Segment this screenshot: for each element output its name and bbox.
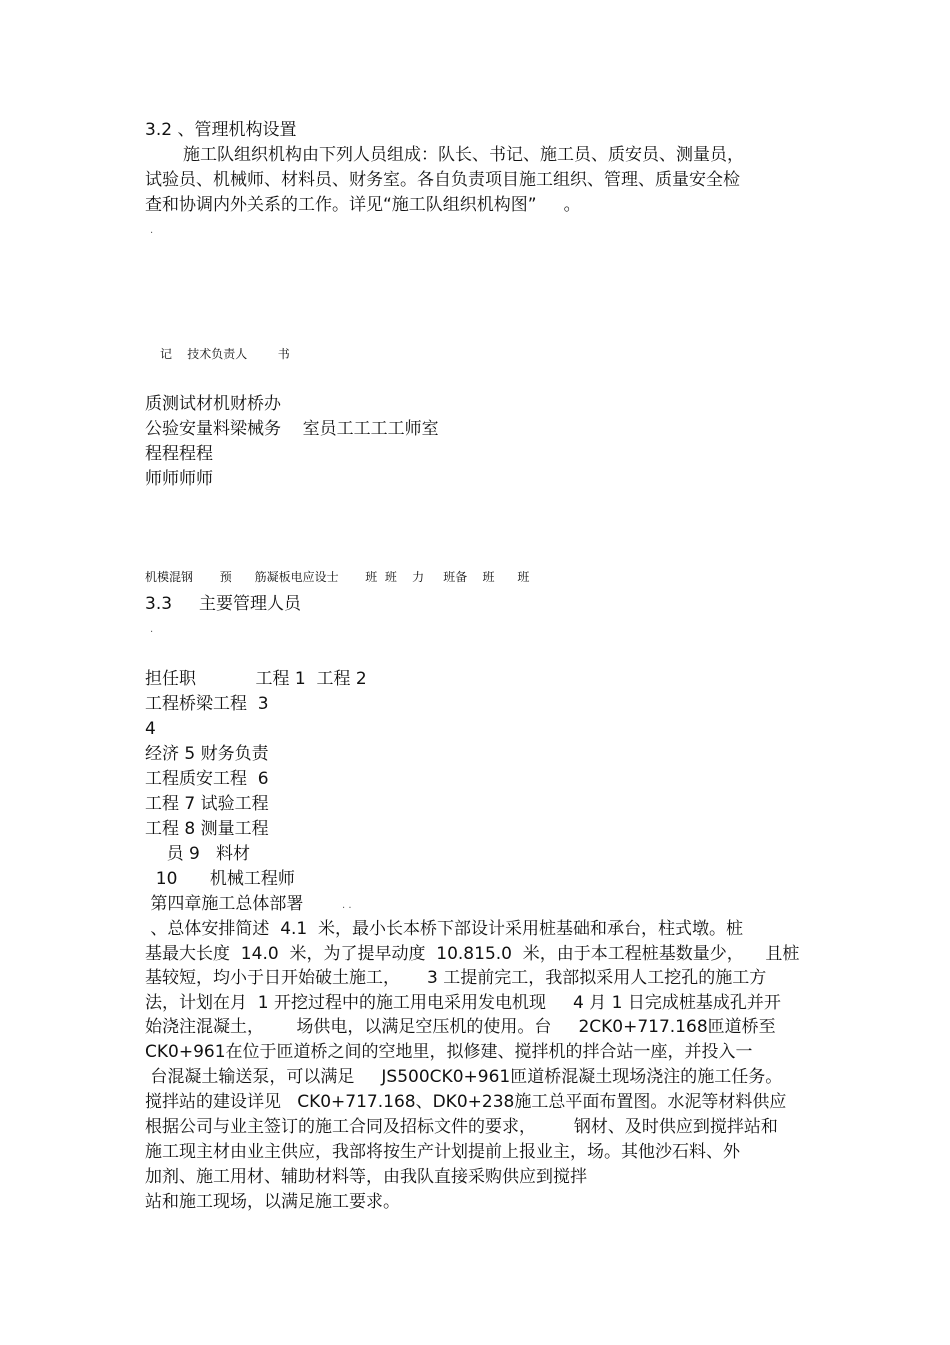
stray-dot: · (150, 627, 154, 638)
org-chart-row: 质测试材机财桥办 (145, 394, 281, 414)
org-chart-row: 程程程程 (145, 444, 213, 464)
paragraph-line: 根据公司与业主签订的施工合同及招标文件的要求， 钢材、及时供应到搅拌站和 (145, 1117, 778, 1137)
staff-line: 10 机械工程师 (145, 869, 295, 889)
paragraph-line: 搅拌站的建设详见 CK0+717.168、DK0+238施工总平面布置图。水泥等材料供应 (145, 1092, 787, 1112)
staff-line: 工程质安工程 6 (145, 769, 269, 789)
section-heading-3-2: 3.2 、管理机构设置 (145, 120, 297, 140)
staff-line: 担任职 工程 1 工程 2 (145, 669, 367, 689)
chapter-heading-4: 第四章施工总体部署 (145, 894, 304, 914)
org-chart-row: 记 技术负责人 书 (160, 347, 290, 361)
staff-line: 经济 5 财务负责 (145, 744, 269, 764)
staff-line: 工程 8 测量工程 (145, 819, 269, 839)
paragraph-line: 站和施工现场，以满足施工要求。 (145, 1192, 400, 1212)
stray-dot: · (150, 228, 154, 239)
org-chart-row: 师师师师 (145, 469, 213, 489)
staff-line: 工程桥梁工程 3 (145, 694, 269, 714)
section-heading-3-3: 3.3 主要管理人员 (145, 594, 302, 614)
paragraph-line: 基较短，均小于日开始破土施工， 3 工提前完工，我部拟采用人工挖孔的施工方 (145, 968, 767, 988)
staff-line: 工程 7 试验工程 (145, 794, 269, 814)
org-chart-row: 机模混钢 预 筋凝板电应设士 班 班 力 班备 班 班 (145, 570, 530, 584)
paragraph-line: CK0+961在位于匝道桥之间的空地里，拟修建、搅拌机的拌合站一座，并投入一 (145, 1042, 753, 1062)
paragraph-line: 始浇注混凝土， 场供电，以满足空压机的使用。台 2CK0+717.168匝道桥至 (145, 1017, 776, 1037)
paragraph-line: 、总体安排简述 4.1 米，最小长本桥下部设计采用桩基础和承台，柱式墩。桩 (145, 919, 744, 939)
paragraph-line: 基最大长度 14.0 米，为了提早动度 10.815.0 米，由于本工程桩基数量少， 且桩 (145, 944, 800, 964)
staff-line: 员 9 料材 (145, 844, 251, 864)
org-chart-row: 公验安量料梁械务 室员工工工工师室 (145, 419, 439, 439)
paragraph-line: 施工队组织机构由下列人员组成：队长、书记、施工员、质安员、测量员， (183, 145, 744, 165)
paragraph-line: 台混凝土输送泵，可以满足 JS500CK0+961匝道桥混凝土现场浇注的施工任务。 (145, 1067, 783, 1087)
staff-line: 4 (145, 719, 156, 739)
paragraph-line: 施工现主材由业主供应，我部将按生产计划提前上报业主，场。其他沙石料、外 (145, 1142, 740, 1162)
stray-dot: . . (342, 900, 352, 911)
paragraph-line: 加剂、施工用材、辅助材料等，由我队直接采购供应到搅拌 (145, 1167, 587, 1187)
paragraph-line: 查和协调内外关系的工作。详见“施工队组织机构图” 。 (145, 195, 581, 215)
paragraph-line: 法，计划在月 1 开挖过程中的施工用电采用发电机现 4 月 1 日完成桩基成孔并开 (145, 993, 781, 1013)
paragraph-line: 试验员、机械师、材料员、财务室。各自负责项目施工组织、管理、质量安全检 (145, 170, 740, 190)
